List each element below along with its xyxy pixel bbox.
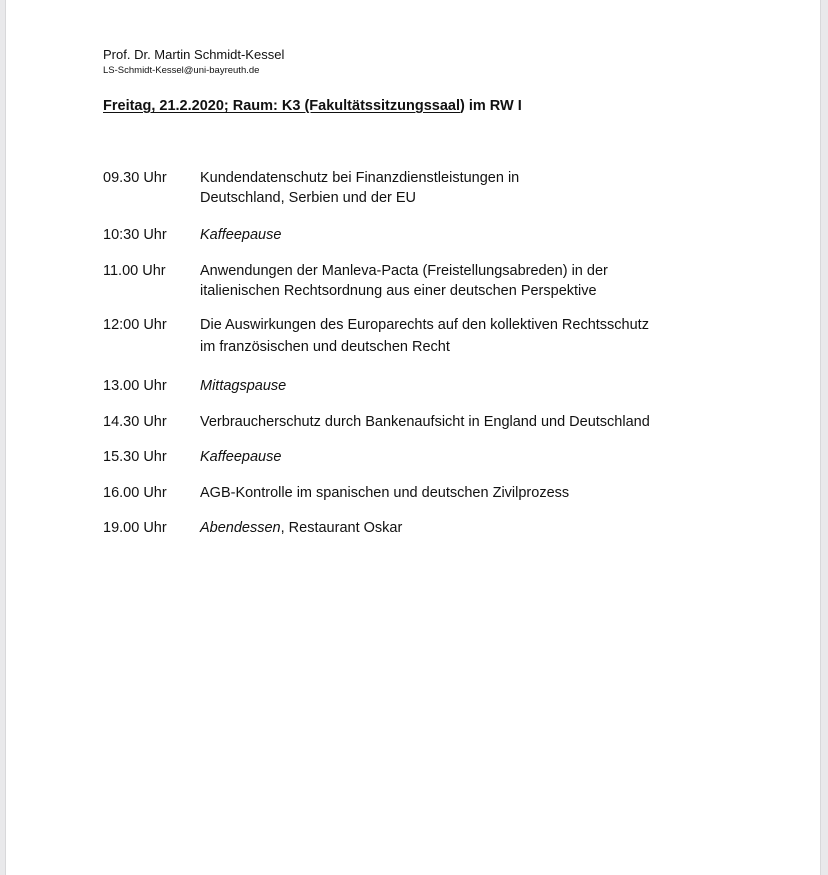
schedule-time: 11.00 Uhr: [103, 263, 166, 279]
schedule-time: 09.30 Uhr: [103, 170, 167, 186]
schedule-time: 14.30 Uhr: [103, 414, 167, 430]
schedule-description: [200, 315, 740, 357]
schedule-time: 13.00 Uhr: [103, 378, 167, 394]
author-name: Prof. Dr. Martin Schmidt-Kessel: [103, 47, 285, 62]
schedule-break-label: Kaffeepause: [200, 227, 282, 243]
schedule-description-line: im französischen und deutschen Recht: [200, 339, 450, 355]
session-heading-date-room: Freitag, 21.2.2020; Raum: K3 (Fakultätssitzungssaal: [103, 98, 460, 114]
document-page: [5, 0, 821, 875]
schedule-description-line: AGB-Kontrolle im spanischen und deutschen Zivilprozess: [200, 485, 570, 501]
schedule-description: [200, 518, 740, 538]
session-heading-building: ) im RW I: [460, 98, 522, 114]
schedule-time: 19.00 Uhr: [103, 520, 167, 536]
schedule-time: 10:30 Uhr: [103, 227, 167, 243]
schedule-time: 15.30 Uhr: [103, 449, 167, 465]
schedule-break-label: Kaffeepause: [200, 449, 282, 465]
schedule-description: [200, 412, 740, 432]
schedule-dinner-label: Abendessen: [200, 520, 281, 536]
schedule-description-line: [200, 518, 740, 538]
schedule-time: 12:00 Uhr: [103, 317, 167, 333]
schedule-description-line: italienischen Rechtsordnung aus einer deutschen Perspektive: [200, 283, 597, 299]
schedule-description: [200, 447, 740, 467]
schedule-break-label: Mittagspause: [200, 378, 287, 394]
schedule-description: [200, 483, 740, 503]
schedule-description: [200, 168, 740, 208]
schedule-description-line: Verbraucherschutz durch Bankenaufsicht in England und Deutschland: [200, 414, 650, 430]
schedule-time: 16.00 Uhr: [103, 485, 167, 501]
schedule-dinner-venue: , Restaurant Oskar: [280, 520, 403, 536]
session-heading: [103, 96, 522, 116]
schedule-description-line: Deutschland, Serbien und der EU: [200, 190, 417, 206]
schedule-description-line: Anwendungen der Manleva-Pacta (Freistellungsabreden) in der: [200, 263, 608, 279]
schedule-description-line: Kundendatenschutz bei Finanzdienstleistungen in: [200, 170, 520, 186]
schedule-description: [200, 225, 740, 245]
schedule-description-line: Die Auswirkungen des Europarechts auf den kollektiven Rechtsschutz: [200, 317, 649, 333]
schedule-description: [200, 261, 740, 301]
author-email: LS-Schmidt-Kessel@uni-bayreuth.de: [103, 65, 260, 76]
schedule-description: [200, 376, 740, 396]
